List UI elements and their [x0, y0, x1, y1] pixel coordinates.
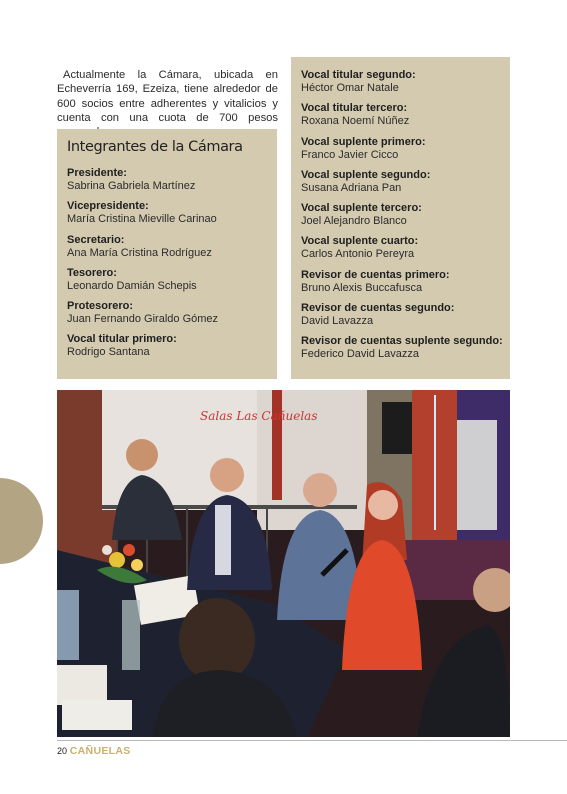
- member-role: Vocal titular tercero:: [301, 102, 408, 115]
- member-role: Vicepresidente:: [67, 200, 149, 213]
- member-entry: [301, 202, 510, 228]
- member-name: Federico David Lavazza: [301, 348, 420, 361]
- members-box-left: [57, 129, 277, 379]
- decorative-half-circle: [0, 478, 43, 564]
- page-number: 20: [57, 746, 68, 756]
- member-role: Revisor de cuentas suplente segundo:: [301, 335, 503, 348]
- member-role: Revisor de cuentas primero:: [301, 268, 450, 281]
- page-footer: [57, 745, 131, 757]
- member-entry: [67, 234, 277, 260]
- member-entry: [67, 300, 277, 326]
- member-entry: [67, 200, 277, 226]
- members-list-left: [57, 167, 277, 359]
- member-role: Vocal suplente cuarto:: [301, 235, 419, 248]
- member-role: Secretario:: [67, 233, 125, 246]
- member-name: Rodrigo Santana: [67, 346, 150, 359]
- member-name: Sabrina Gabriela Martínez: [67, 180, 196, 192]
- member-entry: [67, 267, 277, 293]
- intro-paragraph: Actualmente la Cámara, ubicada en Echeverría 169, Ezeiza, tiene alrededor de 600 socios entre adherentes y vitalicios y cuenta con una cuota de 700 pesos: [57, 69, 278, 124]
- member-name: Bruno Alexis Buccafusca: [301, 281, 423, 294]
- member-role: Revisor de cuentas segundo:: [301, 302, 455, 315]
- member-entry: [67, 167, 277, 193]
- member-name: Leonardo Damián Schepis: [67, 279, 197, 292]
- member-role: Vocal titular segundo:: [301, 69, 416, 81]
- member-name: Juan Fernando Giraldo Gómez: [67, 313, 219, 326]
- member-name: Ana María Cristina Rodríguez: [67, 246, 212, 259]
- member-role: Tesorero:: [67, 266, 117, 279]
- member-name: María Cristina Mieville Carinao: [67, 213, 217, 226]
- member-role: Vocal titular primero:: [67, 333, 177, 346]
- member-entry: [301, 69, 510, 95]
- member-entry: [301, 269, 510, 295]
- member-entry: [301, 235, 510, 261]
- members-list-right: [291, 69, 510, 361]
- member-role: Vocal suplente segundo:: [301, 168, 431, 181]
- event-photo: [57, 390, 510, 737]
- members-box-right: [291, 57, 510, 379]
- footer-divider: [57, 740, 567, 741]
- member-name: Susana Adriana Pan: [301, 181, 402, 194]
- member-entry: [301, 335, 510, 361]
- member-role: Presidente:: [67, 167, 127, 179]
- member-entry: [301, 136, 510, 162]
- member-role: Protesorero:: [67, 300, 134, 313]
- member-role: Vocal suplente tercero:: [301, 202, 422, 215]
- members-box-title: Integrantes de la Cámara: [67, 139, 243, 155]
- member-entry: [301, 169, 510, 195]
- member-name: Roxana Noemí Núñez: [301, 115, 410, 128]
- member-name: Joel Alejandro Blanco: [301, 215, 407, 228]
- wall-sign-text: Salas Las Cañuelas: [200, 409, 318, 423]
- member-name: David Lavazza: [301, 315, 374, 328]
- member-name: Carlos Antonio Pereyra: [301, 248, 415, 261]
- member-name: Franco Javier Cicco: [301, 148, 399, 161]
- member-entry: [301, 102, 510, 128]
- magazine-name: CAÑUELAS: [69, 745, 131, 757]
- member-name: Héctor Omar Natale: [301, 82, 399, 94]
- member-entry: [301, 302, 510, 328]
- member-role: Vocal suplente primero:: [301, 135, 426, 148]
- member-entry: [67, 333, 277, 359]
